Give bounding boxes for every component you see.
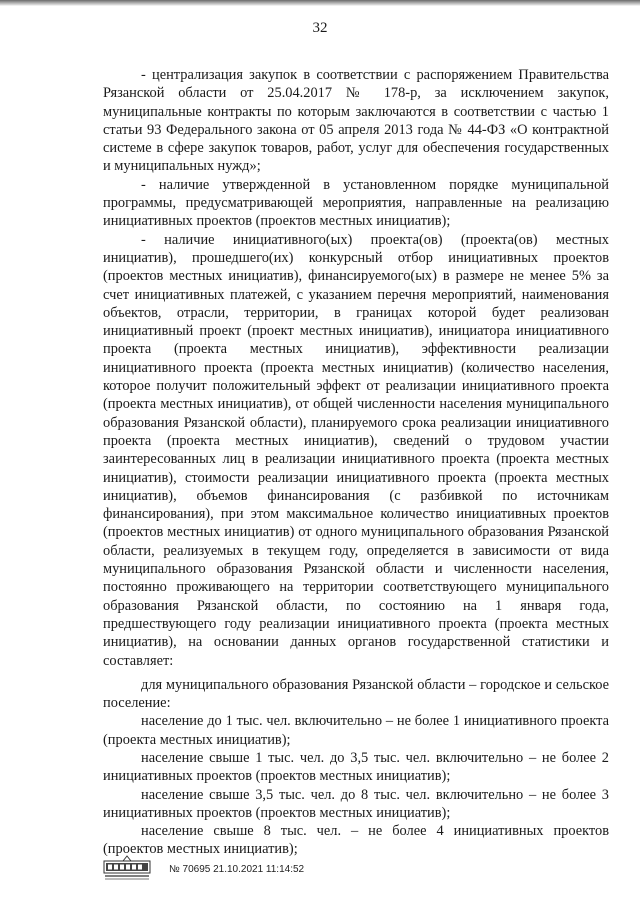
document-body <box>103 66 609 859</box>
population-item: население свыше 3,5 тыс. чел. до 8 тыс. чел. включительно – не более 3 инициативных проектов (проектов местных инициатив); <box>103 786 609 821</box>
population-item: население свыше 1 тыс. чел. до 3,5 тыс. чел. включительно – не более 2 инициативных проектов (проектов местных инициатив); <box>103 749 609 785</box>
scan-top-edge <box>0 0 640 6</box>
paragraph-settlement-type: для муниципального образования Рязанской области – городское и сельское поселение: <box>103 676 609 712</box>
document-registration-id: № 70695 21.10.2021 11:14:52 <box>169 864 305 875</box>
paragraph-procurement: - централизация закупок в соответствии с распоряжением Правительства Рязанской области от 25.04.2017 № 178-р, за исключением закупок, муниципальные контракты по которым заключаются в соответствии с частью 1 статьи 93 Федерального закона от 05 апреля 2013 года № 44-ФЗ «О контрактной системе в сфере закупок товаров, работ, услуг для обеспечения государственных и муниципальных нужд»; <box>103 67 609 175</box>
population-item: население до 1 тыс. чел. включительно – не более 1 инициативного проекта (проекта местных инициатив); <box>103 713 609 748</box>
paragraph-initiative-projects: - наличие инициативного(ых) проекта(ов) (проекта(ов) местных инициатив), прошедшего(их) конкурсный отбор инициативных проектов (проектов местных инициатив), финансируемого(ых) в размере не менее 5% за счет инициативных платежей, с указанием перечня мероприятий, наименования объектов, отрасли, территории, в границах которой будет реализован инициативный проект (проект местных инициатив), инициатора инициативного проекта (проекта местных инициатив), эффективности реализации инициативного проекта (проекта местных инициатив) (количество населения, которое получит положительный эффект от реализации инициативного проекта (проекта местных инициатив), от общей численности населения муниципального образования Рязанской области), планируемого срока реализации инициативного проекта (проекта местных инициатив), сведений о трудовом участии заинтересованных лиц в реализации инициативного проекта (проекта местных инициатив), стоимости реализации инициативного проекта (проекта местных инициатив), объемов финансирования (с разбивкой по источникам финансирования), при этом максимальное количество инициативных проектов (проектов местных инициатив) от одного муниципального образования Рязанской области, реализуемых в текущем году, определяется в зависимости от вида муниципального образования Рязанской области и численности населения, постоянно проживающего на территории соответствующего муниципального образования Рязанской области, по состоянию на 1 января года, предшествующего году реализации инициативного проекта (проекта местных инициатив), на основании данных органов государственной статистики и составляет: <box>103 231 609 669</box>
page-number: 32 <box>312 20 328 36</box>
paragraph-municipal-program: - наличие утвержденной в установленном порядке муниципальной программы, предусматривающей мероприятия, направленные на реализацию инициативных проектов (проектов местных инициатив); <box>103 176 609 230</box>
stamp-logo-icon <box>103 853 151 881</box>
population-item: население свыше 8 тыс. чел. – не более 4 инициативных проектов (проектов местных инициатив); <box>103 823 609 858</box>
document-footer <box>103 853 423 885</box>
